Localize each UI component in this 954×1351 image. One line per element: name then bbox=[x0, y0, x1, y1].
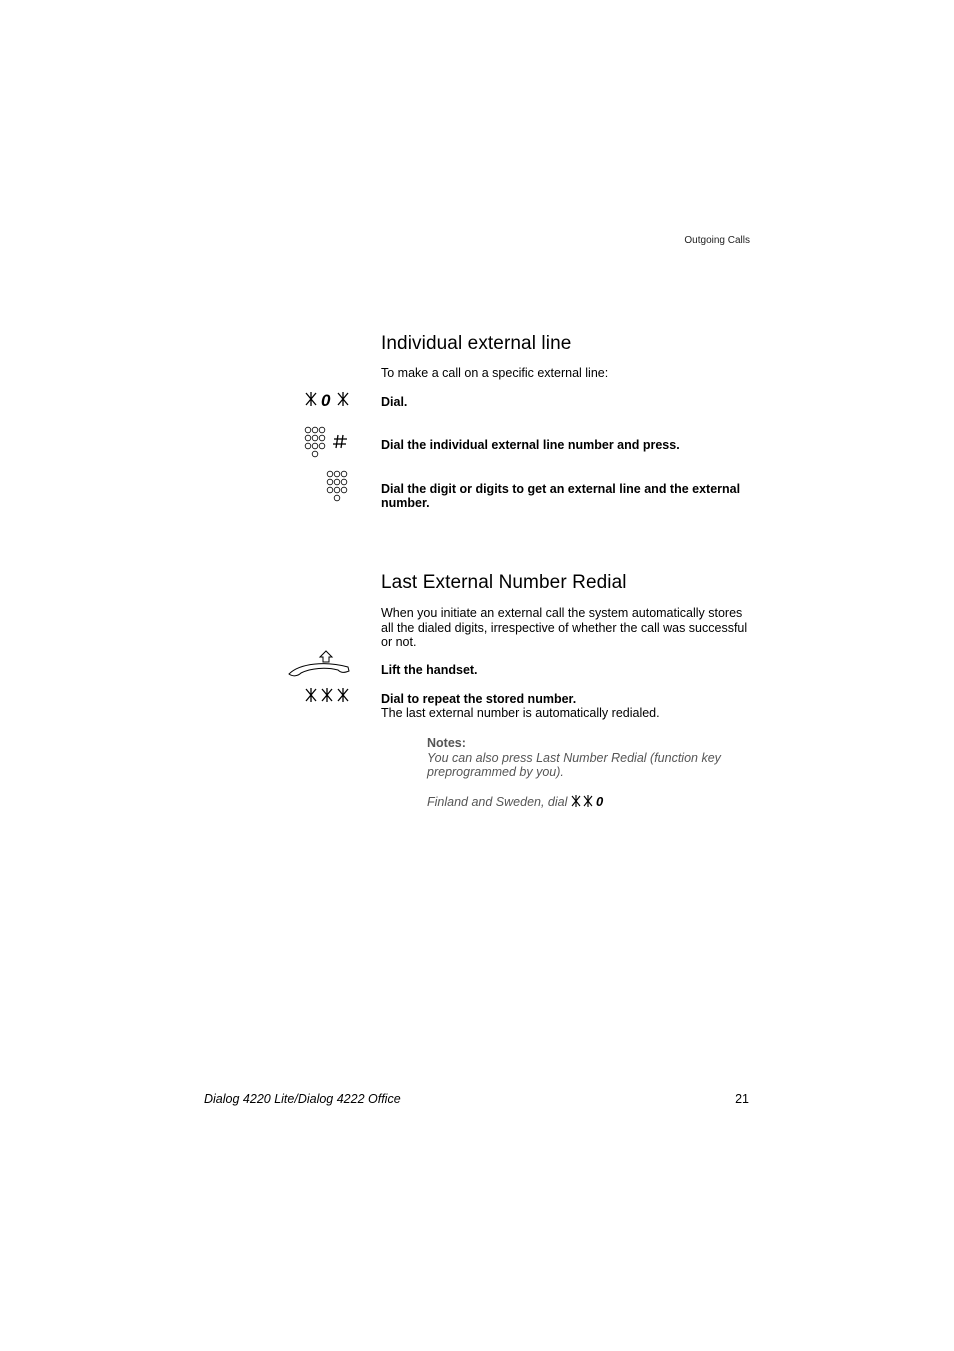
step-dial-repeat-detail: The last external number is automatically redialed. bbox=[381, 706, 660, 720]
star-zero-star-key-icon bbox=[304, 389, 354, 411]
step-dial-repeat-text: Dial to repeat the stored number. bbox=[381, 692, 577, 706]
step-dial-line-number bbox=[381, 438, 751, 452]
notes-item-1: You can also press Last Number Redial (function key preprogrammed by you). bbox=[427, 750, 721, 779]
step-lift-handset-text: Lift the handset. bbox=[381, 663, 478, 677]
notes-item-2-text: Finland and Sweden, dial bbox=[427, 794, 568, 809]
section2-intro: When you initiate an external call the system automatically stores all the dialed digits, irrespective of whether the call was successful or not. bbox=[381, 606, 748, 649]
step-dial-digits-text: Dial the digit or digits to get an external line and the external number. bbox=[381, 482, 741, 510]
footer-product: Dialog 4220 Lite/Dialog 4222 Office bbox=[204, 1092, 401, 1106]
star-star-star-key-icon bbox=[304, 686, 352, 706]
notes-block bbox=[427, 736, 737, 811]
running-header: Outgoing Calls bbox=[684, 235, 750, 246]
step-dial-repeat bbox=[381, 692, 751, 720]
step-dial-line-number-text: Dial the individual external line number and press. bbox=[381, 438, 680, 452]
handset-lift-icon bbox=[286, 649, 352, 679]
step-dial-text: Dial. bbox=[381, 395, 408, 409]
keypad-hash-icon bbox=[303, 425, 351, 461]
step-lift-handset bbox=[381, 663, 751, 677]
notes-title: Notes: bbox=[427, 736, 466, 750]
section-title-last-external-number-redial: Last External Number Redial bbox=[381, 572, 627, 593]
section1-intro: To make a call on a specific external line: bbox=[381, 366, 609, 380]
svg-text:0: 0 bbox=[595, 793, 604, 808]
svg-text:0: 0 bbox=[321, 391, 331, 410]
star-star-zero-key-icon bbox=[571, 794, 607, 812]
step-dial bbox=[381, 395, 751, 409]
step-dial-digits bbox=[381, 482, 753, 510]
notes-item-2 bbox=[427, 794, 737, 812]
page-number: 21 bbox=[735, 1092, 749, 1106]
section-title-individual-external-line: Individual external line bbox=[381, 333, 572, 354]
keypad-icon bbox=[325, 469, 351, 505]
